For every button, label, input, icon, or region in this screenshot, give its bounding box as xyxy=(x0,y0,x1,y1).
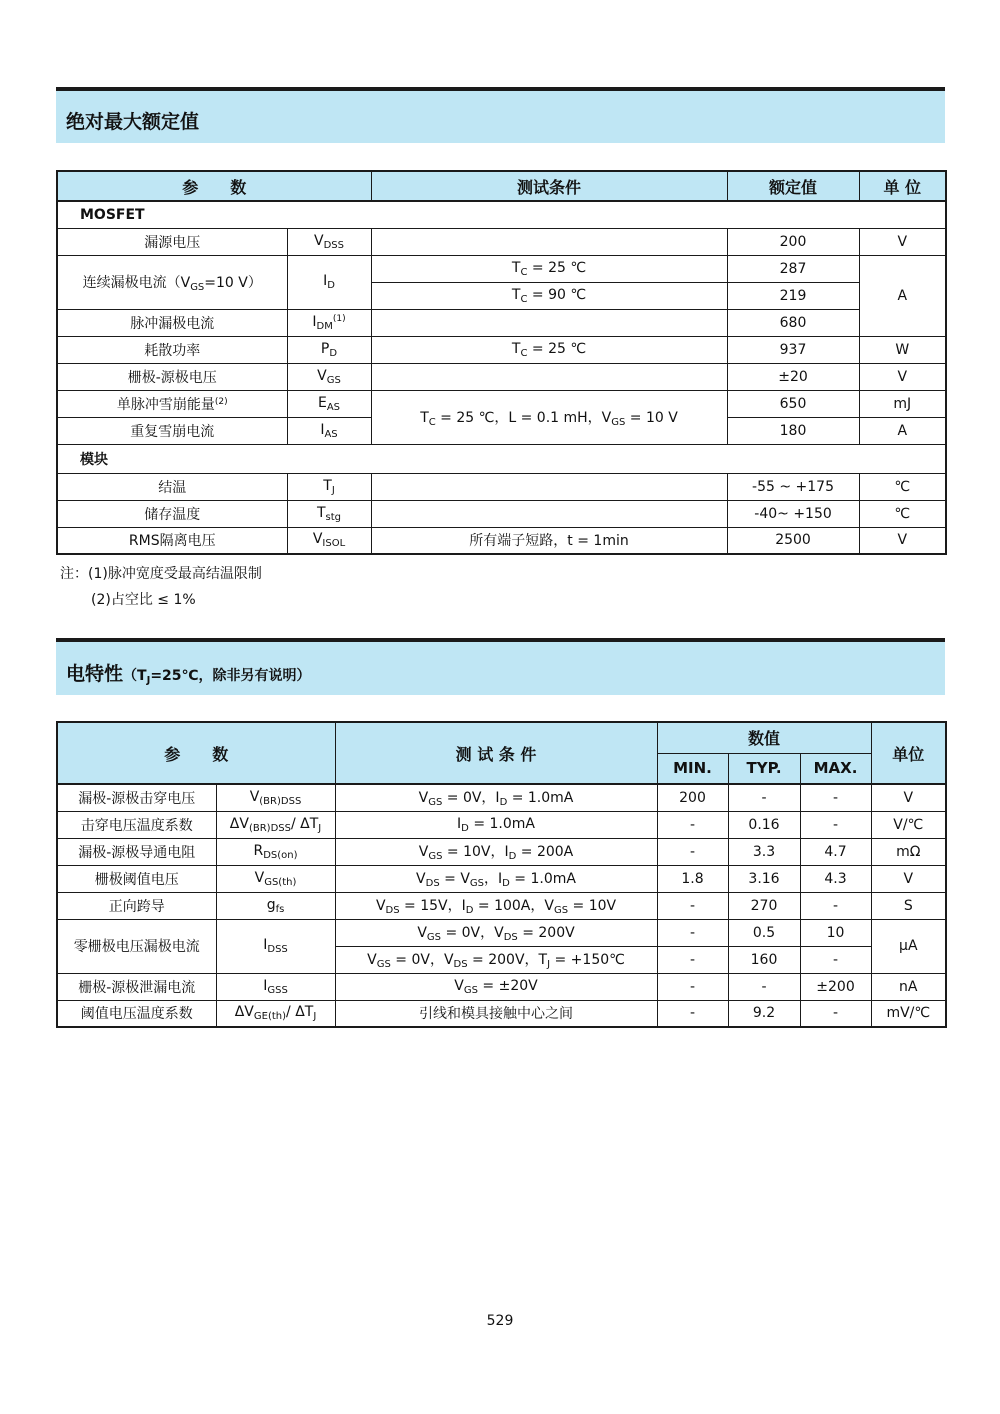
value-min: - xyxy=(657,838,728,865)
header-condition: 测试条件 xyxy=(371,171,727,201)
value-typ: 9.2 xyxy=(728,1000,800,1027)
electrical-characteristics-table xyxy=(56,721,947,1028)
unit: V xyxy=(871,784,946,811)
table-row xyxy=(57,811,946,838)
test-condition xyxy=(371,500,727,527)
value-typ: 270 xyxy=(728,892,800,919)
param-name: 正向跨导 xyxy=(57,892,216,919)
table-row xyxy=(57,255,946,282)
value-max: - xyxy=(800,892,871,919)
test-condition xyxy=(371,228,727,255)
rated-value: 200 xyxy=(727,228,859,255)
group-label: MOSFET xyxy=(57,201,946,228)
rated-value: -40~ +150 xyxy=(727,500,859,527)
param-symbol: $V_{GS}$ xyxy=(287,363,371,390)
test-condition: $V_{GS} = \pm 20V$ xyxy=(335,973,657,1000)
table-row xyxy=(57,500,946,527)
param-name: 栅极阈值电压 xyxy=(57,865,216,892)
table-row xyxy=(57,892,946,919)
test-condition: $T_C = 25$ ℃ xyxy=(371,336,727,363)
table-row xyxy=(57,363,946,390)
param-name: 漏极-源极导通电阻 xyxy=(57,838,216,865)
test-condition xyxy=(371,473,727,500)
value-min: - xyxy=(657,1000,728,1027)
section-header-absolute-ratings xyxy=(56,87,945,143)
param-symbol: $P_D$ xyxy=(287,336,371,363)
table-row xyxy=(57,838,946,865)
test-condition: $I_D = 1.0mA$ xyxy=(335,811,657,838)
value-typ: 160 xyxy=(728,946,800,973)
param-symbol: $V_{(BR)DSS}$ xyxy=(216,784,335,811)
group-row-mosfet xyxy=(57,201,946,228)
test-condition xyxy=(371,309,727,336)
test-condition: $T_C = 25$ ℃，L = 0.1 mH，$V_{GS} = 10$ V xyxy=(371,390,727,444)
header-max: MAX. xyxy=(800,753,871,784)
unit: V xyxy=(859,228,946,255)
value-max: 4.7 xyxy=(800,838,871,865)
unit: V xyxy=(859,363,946,390)
value-min: 1.8 xyxy=(657,865,728,892)
test-condition: $T_C = 25$ ℃ xyxy=(371,255,727,282)
value-max: - xyxy=(800,811,871,838)
value-max: - xyxy=(800,784,871,811)
rated-value: -55 ~ +175 xyxy=(727,473,859,500)
table-row xyxy=(57,919,946,946)
rated-value: 650 xyxy=(727,390,859,417)
unit: ℃ xyxy=(859,473,946,500)
test-condition: $V_{GS} = 0V$，$V_{DS} = 200V$ xyxy=(335,919,657,946)
param-symbol: $I_{DM}^{(1)}$ xyxy=(287,309,371,336)
param-symbol: $E_{AS}$ xyxy=(287,390,371,417)
unit: mV/℃ xyxy=(871,1000,946,1027)
table-row xyxy=(57,473,946,500)
param-name: RMS隔离电压 xyxy=(57,527,287,554)
value-min: - xyxy=(657,811,728,838)
table-header-row xyxy=(57,722,946,753)
param-symbol: $I_D$ xyxy=(287,255,371,309)
page-number: 529 xyxy=(486,1313,514,1329)
param-name: 栅极-源极电压 xyxy=(57,363,287,390)
table-header-row xyxy=(57,171,946,201)
value-max: 4.3 xyxy=(800,865,871,892)
unit: W xyxy=(859,336,946,363)
value-typ: - xyxy=(728,784,800,811)
rated-value: 180 xyxy=(727,417,859,444)
table-row xyxy=(57,527,946,554)
param-name: 漏源电压 xyxy=(57,228,287,255)
table-row xyxy=(57,336,946,363)
value-max: ±200 xyxy=(800,973,871,1000)
unit: V/℃ xyxy=(871,811,946,838)
unit: A xyxy=(859,255,946,336)
value-max: - xyxy=(800,946,871,973)
header-typ: TYP. xyxy=(728,753,800,784)
param-name: 单脉冲雪崩能量$^{(2)}$ xyxy=(57,390,287,417)
param-symbol: $I_{GSS}$ xyxy=(216,973,335,1000)
table-row xyxy=(57,784,946,811)
table-row xyxy=(57,973,946,1000)
param-name: 储存温度 xyxy=(57,500,287,527)
header-rated: 额定值 xyxy=(727,171,859,201)
group-row-module xyxy=(57,444,946,473)
test-condition: $V_{DS} = 15V$，$I_D = 100A$，$V_{GS} = 10V$ xyxy=(335,892,657,919)
rated-value: 287 xyxy=(727,255,859,282)
unit: nA xyxy=(871,973,946,1000)
value-typ: 0.16 xyxy=(728,811,800,838)
unit: μA xyxy=(871,919,946,973)
header-unit: 单 位 xyxy=(859,171,946,201)
footnotes xyxy=(60,561,262,613)
unit: S xyxy=(871,892,946,919)
rated-value: ±20 xyxy=(727,363,859,390)
param-name: 重复雪崩电流 xyxy=(57,417,287,444)
unit: ℃ xyxy=(859,500,946,527)
absolute-ratings-table xyxy=(56,170,947,555)
param-symbol: $\Delta V_{(BR)DSS}/$ $\Delta T_J$ xyxy=(216,811,335,838)
param-symbol: $\Delta V_{GE(th)}/$ $\Delta T_J$ xyxy=(216,1000,335,1027)
param-name: 阈值电压温度系数 xyxy=(57,1000,216,1027)
section-header-electrical xyxy=(56,638,945,695)
test-condition: $V_{GS} = 0V$，$V_{DS} = 200V$，$T_J$ = +150℃ xyxy=(335,946,657,973)
unit: mΩ xyxy=(871,838,946,865)
test-condition: $T_C = 90$ ℃ xyxy=(371,282,727,309)
param-name: 连续漏极电流（$V_{GS}=10$ V） xyxy=(57,255,287,309)
footnote-1: 注：(1)脉冲宽度受最高结温限制 xyxy=(60,566,262,582)
rated-value: 937 xyxy=(727,336,859,363)
table-row xyxy=(57,390,946,417)
value-typ: - xyxy=(728,973,800,1000)
param-symbol: $I_{AS}$ xyxy=(287,417,371,444)
header-values: 数值 xyxy=(657,722,871,753)
value-typ: 3.16 xyxy=(728,865,800,892)
value-typ: 0.5 xyxy=(728,919,800,946)
footnote-2: (2)占空比 ≤ 1% xyxy=(91,592,196,608)
test-condition: $V_{GS} = 0V$，$I_D = 1.0mA$ xyxy=(335,784,657,811)
value-min: 200 xyxy=(657,784,728,811)
param-symbol: $V_{GS(th)}$ xyxy=(216,865,335,892)
header-min: MIN. xyxy=(657,753,728,784)
table-row xyxy=(57,865,946,892)
rated-value: 680 xyxy=(727,309,859,336)
header-condition: 测 试 条 件 xyxy=(335,722,657,784)
param-name: 结温 xyxy=(57,473,287,500)
rated-value: 2500 xyxy=(727,527,859,554)
param-symbol: $V_{ISOL}$ xyxy=(287,527,371,554)
value-min: - xyxy=(657,946,728,973)
test-condition: 所有端子短路，t = 1min xyxy=(371,527,727,554)
value-typ: 3.3 xyxy=(728,838,800,865)
test-condition xyxy=(371,363,727,390)
header-unit: 单位 xyxy=(871,722,946,784)
value-min: - xyxy=(657,973,728,1000)
test-condition: $V_{GS} = 10V$，$I_D = 200A$ xyxy=(335,838,657,865)
param-name: 脉冲漏极电流 xyxy=(57,309,287,336)
param-symbol: $V_{DSS}$ xyxy=(287,228,371,255)
unit: V xyxy=(871,865,946,892)
header-param: 参 数 xyxy=(57,171,371,201)
param-name: 耗散功率 xyxy=(57,336,287,363)
value-min: - xyxy=(657,892,728,919)
unit: A xyxy=(859,417,946,444)
value-min: - xyxy=(657,919,728,946)
test-condition: 引线和模具接触中心之间 xyxy=(335,1000,657,1027)
value-max: 10 xyxy=(800,919,871,946)
rated-value: 219 xyxy=(727,282,859,309)
section-title: 绝对最大额定值 xyxy=(66,111,200,133)
param-symbol: $T_{stg}$ xyxy=(287,500,371,527)
section-title: 电特性（$T_J=25℃$，除非另有说明） xyxy=(66,663,311,686)
group-label: 模块 xyxy=(57,444,946,473)
unit: V xyxy=(859,527,946,554)
param-name: 击穿电压温度系数 xyxy=(57,811,216,838)
param-symbol: $I_{DSS}$ xyxy=(216,919,335,973)
param-name: 栅极-源极泄漏电流 xyxy=(57,973,216,1000)
param-name: 漏极-源极击穿电压 xyxy=(57,784,216,811)
param-name: 零栅极电压漏极电流 xyxy=(57,919,216,973)
table-row xyxy=(57,1000,946,1027)
table-row xyxy=(57,228,946,255)
table-row xyxy=(57,309,946,336)
test-condition: $V_{DS} = V_{GS}$，$I_D = 1.0mA$ xyxy=(335,865,657,892)
param-symbol: $R_{DS(on)}$ xyxy=(216,838,335,865)
unit: mJ xyxy=(859,390,946,417)
param-symbol: $g_{fs}$ xyxy=(216,892,335,919)
value-max: - xyxy=(800,1000,871,1027)
header-param: 参 数 xyxy=(57,722,335,784)
param-symbol: $T_J$ xyxy=(287,473,371,500)
